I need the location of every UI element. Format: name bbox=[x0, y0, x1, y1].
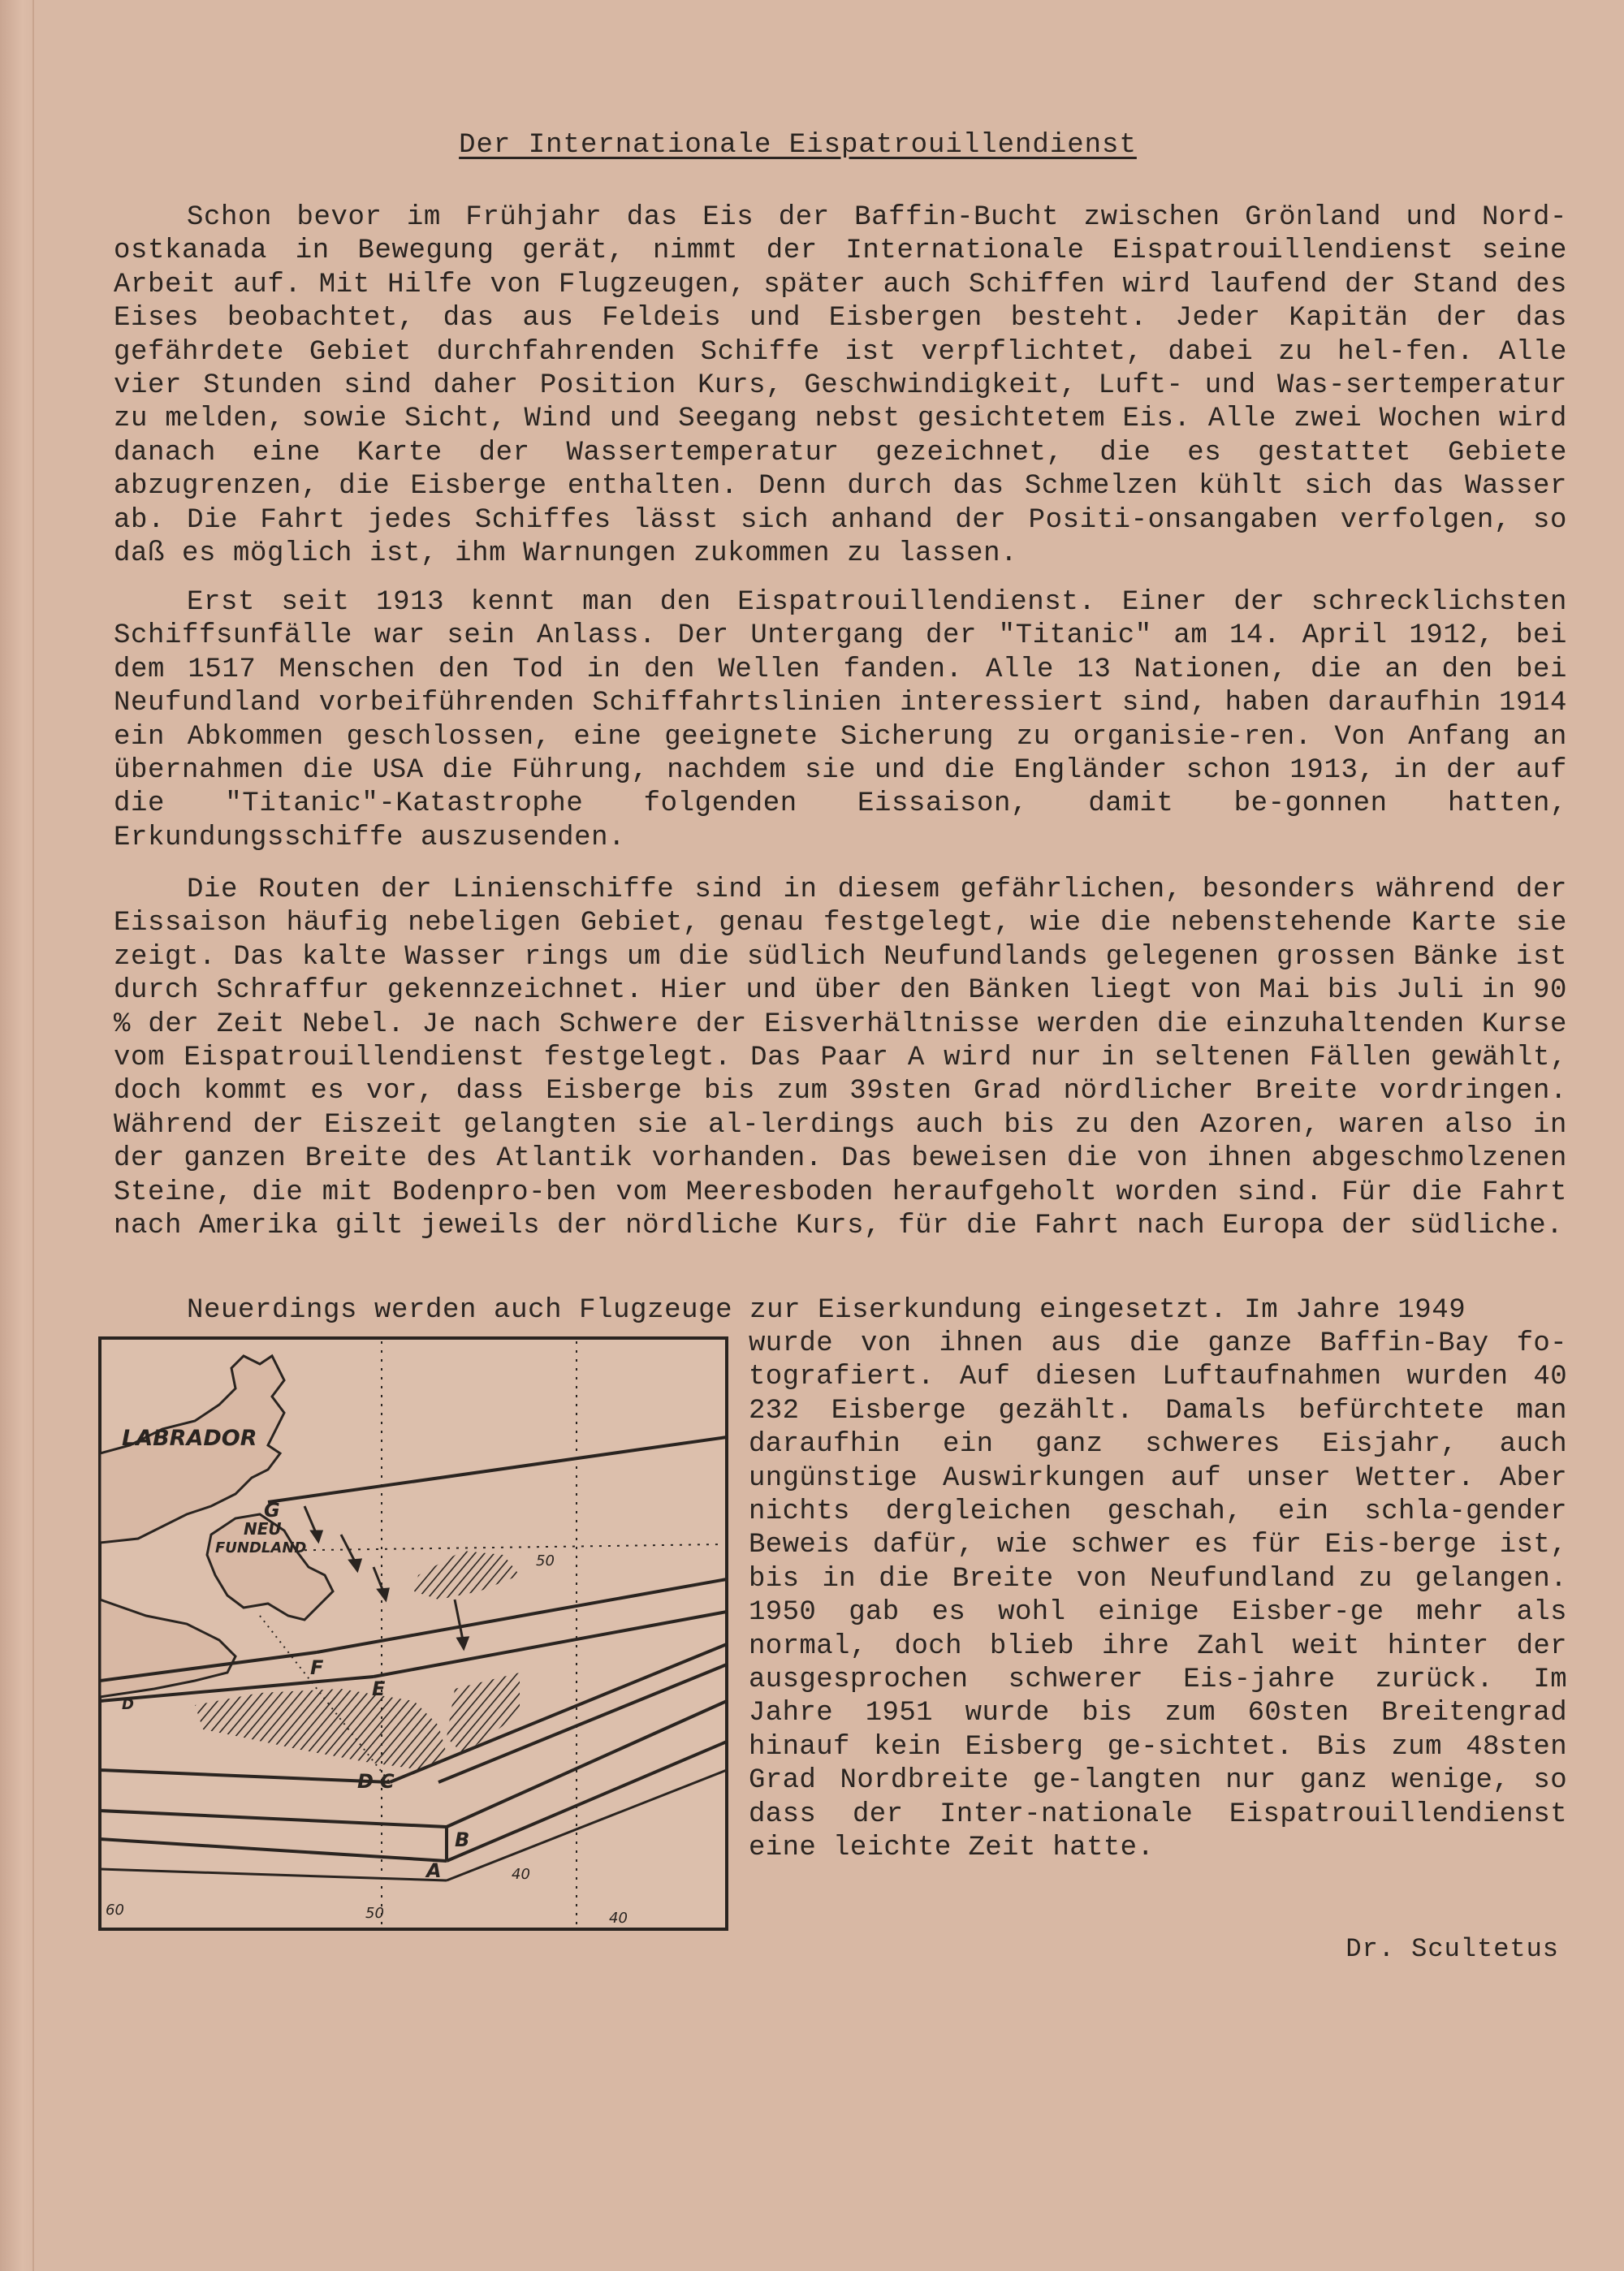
paragraph-4-continued: wurde von ihnen aus die ganze Baffin-Bay fo-tografiert. Auf diesen Luftaufnahmen wurden 40 232 Eisberge gezählt. Damals befürchtete man daraufhin ein ganz schweres Eisjahr, auch ungünstige Auswirkungen auf unser Wetter. Aber nichts dergleichen geschah, ein schla-gender Beweis dafür, wie schwer es für Eis-berge ist, bis in die Breite von Neufundland zu gelangen. 1950 gab es wohl einige Eisber-ge mehr als normal, doch blieb ihre Zahl weit hinter der ausgesprochen schwerer Eis-jahre zurück. Im Jahre 1951 wurde bis zum 60sten Breitengrad hinauf kein Eisberg ge-sichtet. Bis zum 48sten Grad Nordbreite ge-langten nur ganz wenige, so dass der Inter-nationale Eispatrouillendienst eine leichte Zeit hatte. bbox=[749, 1328, 1567, 1864]
route-letter-A: A bbox=[426, 1859, 442, 1882]
map-figure bbox=[97, 1332, 729, 1932]
page-binding-edge bbox=[0, 0, 34, 2271]
tick-lon-40-inner: 40 bbox=[512, 1866, 530, 1883]
route-letter-D-west: D bbox=[122, 1696, 134, 1713]
tick-lon-40: 40 bbox=[609, 1910, 628, 1927]
route-letter-B: B bbox=[455, 1828, 470, 1851]
label-fundland: FUNDLAND bbox=[215, 1539, 307, 1556]
route-letter-D: D bbox=[357, 1770, 374, 1793]
route-letter-F: F bbox=[310, 1656, 324, 1679]
route-letter-E: E bbox=[372, 1677, 386, 1700]
route-letter-C: C bbox=[380, 1770, 395, 1793]
paragraph-3: Die Routen der Linienschiffe sind in diesem gefährlichen, besonders während der Eissaison häufig nebeligen Gebiet, genau festgelegt, wie die nebenstehende Karte sie zeigt. Das kalte Wasser rings um die südlich Neufundlands gelegenen grossen Bänke ist durch Schraffur gekennzeichnet. Hier und über den Bänken liegt von Mai bis Juli in 90 % der Zeit Nebel. Je nach Schwere der Eisverhältnisse werden die einzuhaltenden Kurse vom Eispatrouillendienst festgelegt. Das Paar A wird nur in seltenen Fällen gewählt, doch kommt es vor, dass Eisberge bis zum 39sten Grad nördlicher Breite vordringen. Während der Eiszeit gelangten sie al-lerdings auch bis zu den Azoren, waren also in der ganzen Breite des Atlantik vorhanden. Das beweisen die von ihnen abgeschmolzenen Steine, die mit Bodenpro-ben vom Meeresboden heraufgeholt worden sind. Für die Fahrt nach Amerika gilt jeweils der nördliche Kurs, für die Fahrt nach Europa der südliche. bbox=[114, 874, 1567, 1242]
tick-lon-60: 60 bbox=[106, 1902, 124, 1919]
tick-lat-50: 50 bbox=[536, 1552, 555, 1569]
shipping-routes-map bbox=[97, 1332, 729, 1932]
page-title: Der Internationale Eispatrouillendienst bbox=[459, 130, 1137, 161]
paragraph-2: Erst seit 1913 kennt man den Eispatrouillendienst. Einer der schrecklichsten Schiffsunfälle war sein Anlass. Der Untergang der "Titanic" am 14. April 1912, bei dem 1517 Menschen den Tod in den Wellen fanden. Alle 13 Nationen, die an den bei Neufundland vorbeiführenden Schiffahrtslinien interessiert sind, haben daraufhin 1914 ein Abkommen geschlossen, eine geeignete Sicherung zu organisie-ren. Von Anfang an übernahmen die USA die Führung, nachdem sie und die Engländer schon 1913, in der auf die "Titanic"-Katastrophe folgenden Eissaison, damit be-gonnen hatten, Erkundungsschiffe auszusenden. bbox=[114, 587, 1567, 853]
route-letter-G: G bbox=[264, 1499, 280, 1522]
paragraph-1: Schon bevor im Frühjahr das Eis der Baffin-Bucht zwischen Grönland und Nord-ostkanada in Bewegung gerät, nimmt der Internationale Eispatrouillendienst seine Arbeit auf. Mit Hilfe von Flugzeugen, später auch Schiffen wird laufend der Stand des Eises beobachtet, das aus Feldeis und Eisbergen besteht. Jeder Kapitän der das gefährdete Gebiet durchfahrenden Schiffe ist verpflichtet, dabei zu hel-fen. Alle vier Stunden sind daher Position Kurs, Geschwindigkeit, Luft- und Was-sertemperatur zu melden, sowie Sicht, Wind und Seegang nebst gesichtetem Eis. Alle zwei Wochen wird danach eine Karte der Wassertemperatur gezeichnet, die es gestattet Gebiete abzugrenzen, die Eisberge enthalten. Denn durch das Schmelzen kühlt sich das Wasser ab. Die Fahrt jedes Schiffes lässt sich anhand der Positi-onsangaben verfolgen, so daß es möglich ist, ihm Warnungen zukommen zu lassen. bbox=[114, 202, 1567, 570]
label-labrador: LABRADOR bbox=[122, 1426, 257, 1451]
author-signature: Dr. Scultetus bbox=[1345, 1934, 1559, 1964]
label-neu: NEU bbox=[244, 1519, 282, 1539]
tick-lon-50: 50 bbox=[365, 1905, 384, 1922]
paragraph-4-intro: Neuerdings werden auch Flugzeuge zur Eiserkundung eingesetzt. Im Jahre 1949 bbox=[187, 1295, 1466, 1326]
